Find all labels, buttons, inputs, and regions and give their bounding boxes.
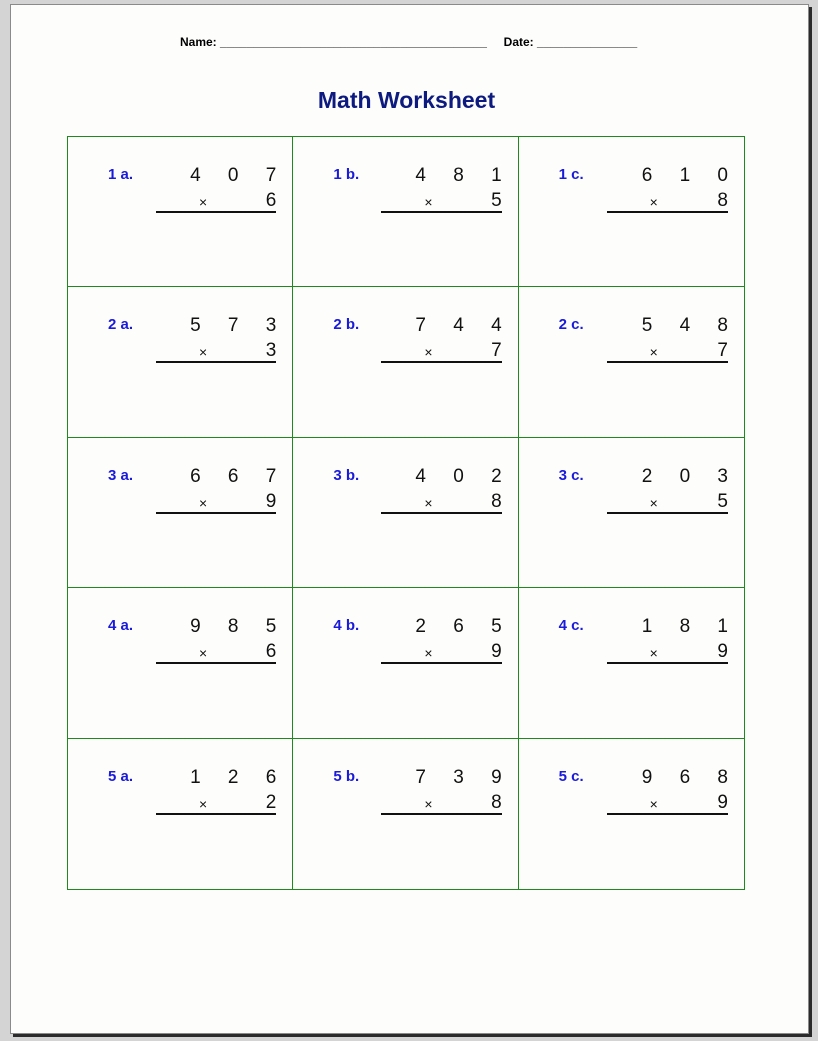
problem-label: 2 b.: [333, 316, 360, 334]
answer-rule: [381, 361, 501, 363]
multiplier: 7: [491, 340, 502, 362]
date-label: Date:: [503, 35, 534, 49]
problem-cell: [519, 438, 744, 588]
answer-rule: [381, 662, 501, 664]
answer-rule: [607, 512, 728, 514]
problem-cell: [68, 588, 293, 738]
multiplicand: 6 1 0: [641, 165, 739, 186]
page-title: Math Worksheet: [317, 87, 496, 113]
multiply-sign: ×: [424, 344, 433, 361]
multiplicand: 5 7 3: [190, 315, 288, 337]
multiplicand: 4 0 2: [415, 465, 513, 487]
multiplicand: 4 8 1: [415, 165, 513, 186]
multiplier: 5: [491, 190, 502, 211]
multiply-sign: ×: [649, 795, 658, 812]
problem-cell: [68, 739, 293, 889]
answer-rule: [156, 512, 276, 514]
problem-cell: [68, 287, 293, 437]
problem-cell: [293, 739, 518, 889]
multiplicand: 6 6 7: [190, 465, 288, 487]
answer-rule: [156, 361, 276, 363]
multiply-sign: ×: [649, 194, 658, 210]
multiply-sign: ×: [424, 645, 433, 662]
multiplier: 9: [491, 641, 502, 663]
multiply-sign: ×: [649, 494, 658, 511]
problem-label: 5 a.: [108, 767, 134, 785]
answer-rule: [156, 211, 276, 213]
worksheet-page: [10, 4, 809, 1034]
answer-rule: [607, 211, 728, 213]
problem-label: 1 a.: [108, 166, 134, 183]
multiplicand: 9 8 5: [190, 616, 288, 638]
date-field[interactable]: _______________: [537, 35, 638, 49]
multiply-sign: ×: [199, 494, 208, 511]
multiplier: 8: [491, 791, 502, 813]
answer-rule: [156, 813, 276, 815]
problem-label: 3 b.: [333, 466, 360, 484]
answer-rule: [381, 211, 501, 213]
multiplicand: 2 6 5: [415, 616, 513, 638]
problem-cell: [519, 287, 744, 437]
answer-rule: [607, 813, 728, 815]
problem-label: 1 b.: [333, 166, 360, 183]
multiplicand: 2 0 3: [641, 465, 739, 487]
multiply-sign: ×: [424, 194, 433, 210]
multiply-sign: ×: [424, 795, 433, 812]
multiplier: 7: [717, 340, 728, 362]
problem-cell: [293, 438, 518, 588]
problem-cell: [519, 588, 744, 738]
answer-rule: [156, 662, 276, 664]
problem-cell: [293, 137, 518, 287]
multiply-sign: ×: [199, 194, 208, 210]
problem-cell: [519, 137, 744, 287]
multiply-sign: ×: [424, 494, 433, 511]
problem-label: 3 c.: [558, 466, 584, 484]
multiply-sign: ×: [649, 344, 658, 361]
multiplier: 8: [717, 190, 728, 211]
problem-cell: [293, 287, 518, 437]
problem-label: 5 c.: [558, 767, 584, 785]
problem-label: 2 c.: [558, 316, 584, 334]
multiplier: 6: [265, 641, 277, 663]
name-label: Name:: [180, 35, 217, 49]
problem-label: 2 a.: [108, 316, 134, 334]
answer-rule: [607, 662, 728, 664]
multiplier: 5: [717, 490, 728, 512]
multiplicand: 7 4 4: [415, 315, 513, 337]
problem-label: 4 c.: [558, 617, 584, 635]
problem-cell: [293, 588, 518, 738]
problem-label: 1 c.: [558, 166, 584, 183]
problem-cell: [68, 438, 293, 588]
multiplier: 8: [491, 490, 502, 512]
multiplicand: 5 4 8: [641, 315, 739, 337]
answer-rule: [607, 361, 728, 363]
name-field[interactable]: ________________________________________: [220, 35, 487, 49]
multiplier: 6: [265, 190, 277, 211]
multiplier: 9: [265, 490, 277, 512]
answer-rule: [381, 813, 501, 815]
answer-rule: [381, 512, 501, 514]
multiply-sign: ×: [199, 795, 208, 812]
problem-cell: [519, 739, 744, 889]
problem-cell: [68, 137, 293, 287]
multiplier: 2: [265, 791, 277, 813]
problem-label: 4 a.: [108, 617, 134, 635]
problem-label: 3 a.: [108, 466, 134, 484]
problem-label: 5 b.: [333, 767, 360, 785]
problem-label: 4 b.: [333, 617, 360, 635]
multiply-sign: ×: [649, 645, 658, 662]
multiplicand: 1 8 1: [641, 616, 739, 638]
header-line: [180, 35, 637, 49]
multiplicand: 4 0 7: [190, 165, 288, 186]
multiplier: 3: [265, 340, 277, 362]
problem-grid: [67, 136, 745, 890]
multiply-sign: ×: [199, 344, 208, 361]
multiply-sign: ×: [199, 645, 208, 662]
multiplicand: 9 6 8: [641, 766, 739, 788]
multiplicand: 7 3 9: [415, 766, 513, 788]
multiplier: 9: [717, 641, 728, 663]
multiplicand: 1 2 6: [190, 766, 288, 788]
multiplier: 9: [717, 791, 728, 813]
